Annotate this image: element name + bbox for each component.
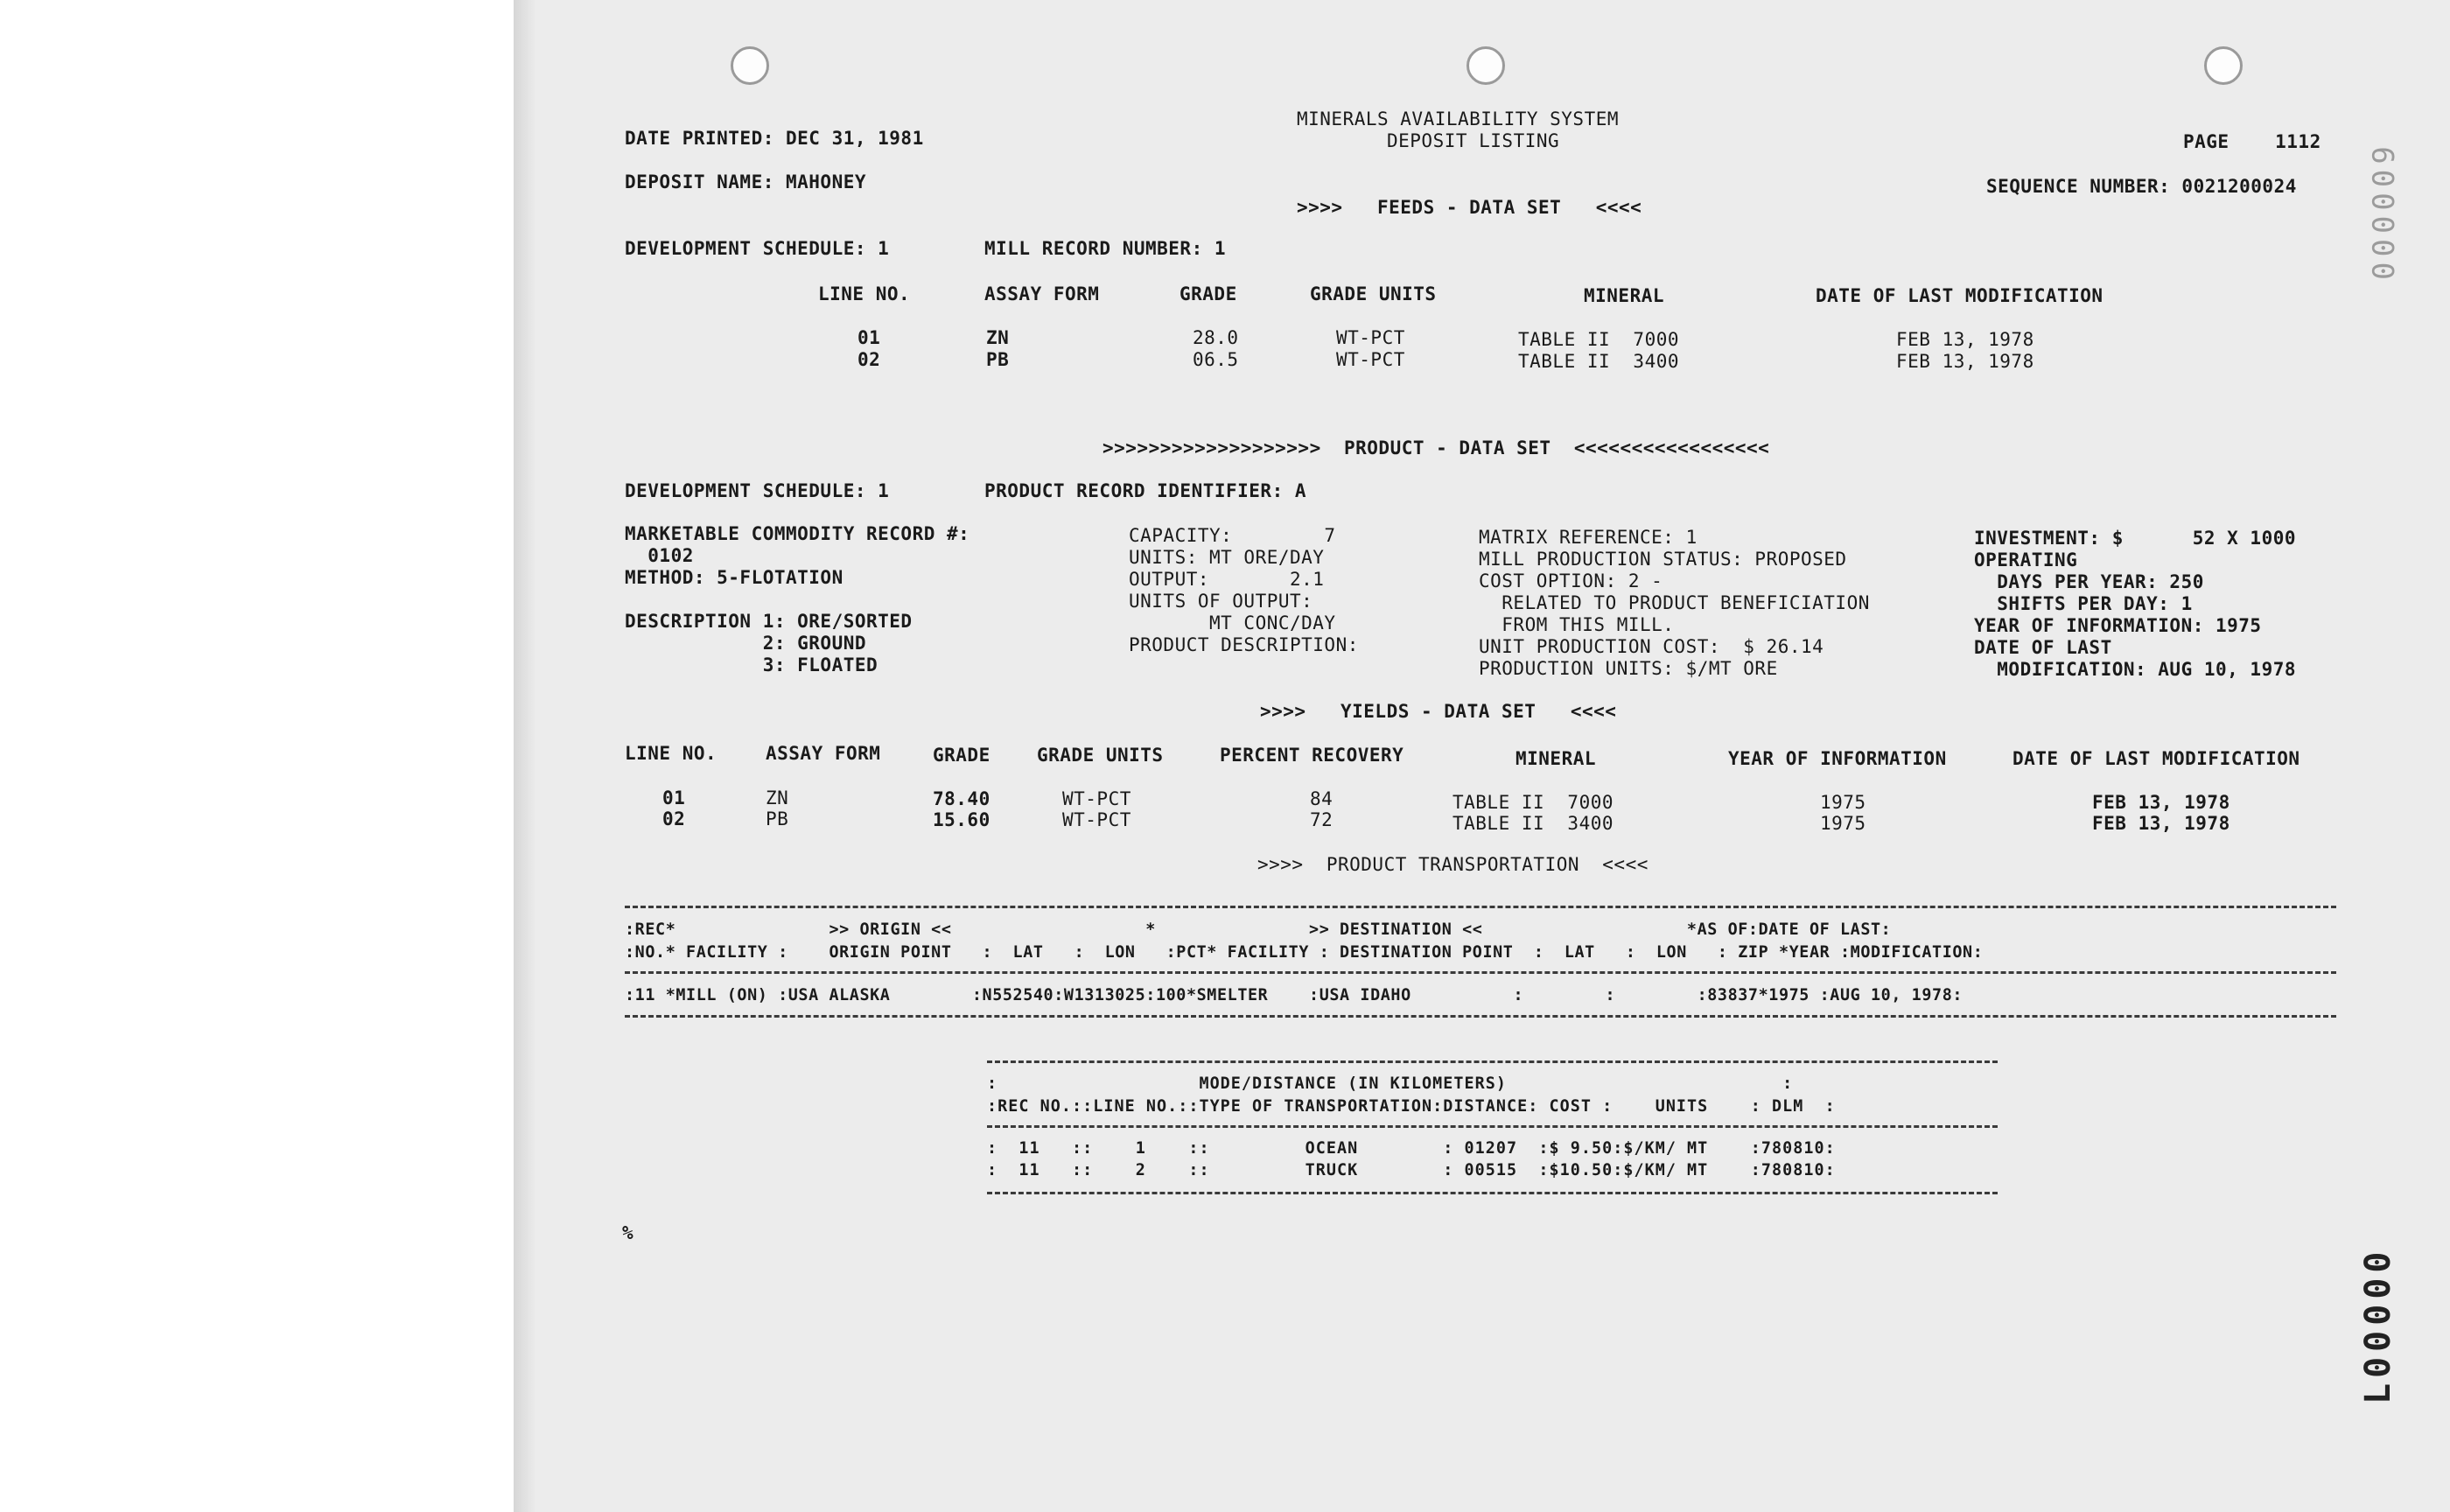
yields-cell-grade: 15.60 <box>933 809 990 830</box>
transport-header-line: :REC* >> ORIGIN << * >> DESTINATION << *AS OF:DATE OF LAST: <box>625 920 1892 939</box>
yields-header-grade: GRADE <box>933 745 990 766</box>
product-col3-line: COST OPTION: 2 - <box>1479 570 1663 592</box>
punch-hole-right <box>2204 46 2243 85</box>
percent-mark: % <box>622 1222 634 1243</box>
yields-header-date-mod: DATE OF LAST MODIFICATION <box>2012 748 2300 769</box>
feeds-cell-grade: 28.0 <box>1193 327 1239 348</box>
product-col4-line: MODIFICATION: AUG 10, 1978 <box>1974 659 2297 680</box>
yields-cell-assay-form: PB <box>766 808 789 830</box>
feeds-cell-mineral: TABLE II 7000 <box>1518 329 1680 350</box>
product-col1-line: 2: GROUND <box>625 633 867 654</box>
yields-cell-date-mod: FEB 13, 1978 <box>2092 792 2230 813</box>
feeds-cell-grade-units: WT-PCT <box>1336 349 1405 370</box>
product-col1-line: 0102 <box>625 545 694 566</box>
product-col2-line: UNITS OF OUTPUT: <box>1129 591 1313 612</box>
feeds-header-date-mod: DATE OF LAST MODIFICATION <box>1816 285 2104 306</box>
listing-title: DEPOSIT LISTING <box>1387 130 1560 151</box>
yields-cell-grade: 78.40 <box>933 788 990 809</box>
feeds-title: >>>> FEEDS - DATA SET <<<< <box>1297 197 1642 218</box>
transport-header-line: :NO.* FACILITY : ORIGIN POINT : LAT : LON :PCT* FACILITY : DESTINATION POINT : LAT : LON : ZIP *YEAR :MODIFICATION: <box>625 943 1984 962</box>
yields-header-mineral: MINERAL <box>1516 748 1597 769</box>
product-col2-line: CAPACITY: 7 <box>1129 525 1336 546</box>
feeds-cell-date-mod: FEB 13, 1978 <box>1896 351 2034 372</box>
product-col3-line: MATRIX REFERENCE: 1 <box>1479 527 1698 548</box>
yields-header-percent-recovery: PERCENT RECOVERY <box>1220 745 1404 766</box>
product-col3-line: MILL PRODUCTION STATUS: PROPOSED <box>1479 549 1847 570</box>
product-col2-line: UNITS: MT ORE/DAY <box>1129 547 1325 568</box>
yields-cell-grade-units: WT-PCT <box>1062 809 1131 830</box>
product-col1-line: MARKETABLE COMMODITY RECORD #: <box>625 523 970 544</box>
product-col3-line: UNIT PRODUCTION COST: $ 26.14 <box>1479 636 1824 657</box>
yields-cell-grade-units: WT-PCT <box>1062 788 1131 809</box>
yields-cell-assay-form: ZN <box>766 788 789 808</box>
mode-rule-mid <box>987 1125 1998 1128</box>
feeds-cell-grade: 06.5 <box>1193 349 1239 370</box>
mode-row-line: : 11 :: 1 :: OCEAN : 01207 :$ 9.50:$/KM/ MT :780810: <box>987 1139 1836 1158</box>
yields-cell-date-mod: FEB 13, 1978 <box>2092 813 2230 834</box>
yields-cell-percent-recovery: 84 <box>1310 788 1334 809</box>
product-col1-line: DESCRIPTION 1: ORE/SORTED <box>625 611 913 632</box>
product-dev-schedule: DEVELOPMENT SCHEDULE: 1 <box>625 480 890 501</box>
product-col2-line: PRODUCT DESCRIPTION: <box>1129 634 1359 655</box>
feeds-cell-date-mod: FEB 13, 1978 <box>1896 329 2034 350</box>
product-col3-line: PRODUCTION UNITS: $/MT ORE <box>1479 658 1778 679</box>
yields-header-year-info: YEAR OF INFORMATION <box>1728 748 1947 769</box>
feeds-header-line-no: LINE NO. <box>818 284 911 304</box>
product-col2-line: OUTPUT: 2.1 <box>1129 569 1325 590</box>
yields-cell-percent-recovery: 72 <box>1310 809 1334 830</box>
mode-row-line: : 11 :: 2 :: TRUCK : 00515 :$10.50:$/KM/ MT :780810: <box>987 1161 1836 1180</box>
yields-header-assay-form: ASSAY FORM <box>766 743 881 764</box>
mode-rule-bottom <box>987 1192 1998 1194</box>
product-col3-line: RELATED TO PRODUCT BENEFICIATION <box>1479 592 1870 613</box>
product-col4-line: DAYS PER YEAR: 250 <box>1974 571 2204 592</box>
punch-hole-left <box>731 46 769 85</box>
feeds-header-assay-form: ASSAY FORM <box>984 284 1100 304</box>
yields-cell-year-info: 1975 <box>1820 813 1866 834</box>
transport-rule-mid <box>625 971 2336 974</box>
feeds-cell-line-no: 01 <box>858 327 881 348</box>
feeds-cell-assay-form: PB <box>986 349 1010 370</box>
side-stamp-bottom: L00000 <box>2358 1246 2398 1404</box>
date-printed: DATE PRINTED: DEC 31, 1981 <box>625 128 924 149</box>
product-col1-line: METHOD: 5-FLOTATION <box>625 567 844 588</box>
feeds-header-grade: GRADE <box>1180 284 1237 304</box>
feeds-cell-grade-units: WT-PCT <box>1336 327 1405 348</box>
transport-rule-bottom <box>625 1015 2336 1018</box>
mode-header-line: :REC NO.::LINE NO.::TYPE OF TRANSPORTATION:DISTANCE: COST : UNITS : DLM : <box>987 1097 1836 1116</box>
product-col4-line: DATE OF LAST <box>1974 637 2112 658</box>
product-col4-line: OPERATING <box>1974 550 2078 570</box>
side-stamp-top: 000009 <box>2367 141 2402 280</box>
system-title: MINERALS AVAILABILITY SYSTEM <box>1297 108 1620 130</box>
feeds-cell-assay-form: ZN <box>986 327 1010 348</box>
deposit-name: DEPOSIT NAME: MAHONEY <box>625 172 867 192</box>
yields-cell-line-no: 02 <box>662 808 686 830</box>
punch-hole-center <box>1466 46 1505 85</box>
feeds-dev-schedule: DEVELOPMENT SCHEDULE: 1 <box>625 238 890 259</box>
page-left-edge <box>514 0 536 1512</box>
mode-rule-top <box>987 1060 1998 1063</box>
feeds-header-mineral: MINERAL <box>1584 285 1665 306</box>
product-col3-line: FROM THIS MILL. <box>1479 614 1675 635</box>
transport-row: :11 *MILL (ON) :USA ALASKA :N552540:W1313025:100*SMELTER :USA IDAHO : : :83837*1975 :AUG 10, 1978: <box>625 986 1964 1004</box>
product-record-identifier: PRODUCT RECORD IDENTIFIER: A <box>984 480 1307 501</box>
product-col4-line: YEAR OF INFORMATION: 1975 <box>1974 615 2262 636</box>
product-col2-line: MT CONC/DAY <box>1129 612 1336 634</box>
feeds-cell-mineral: TABLE II 3400 <box>1518 351 1680 372</box>
yields-cell-year-info: 1975 <box>1820 792 1866 813</box>
page-number: PAGE 1112 <box>2183 131 2321 152</box>
feeds-header-grade-units: GRADE UNITS <box>1310 284 1437 304</box>
feeds-mill-record: MILL RECORD NUMBER: 1 <box>984 238 1227 259</box>
feeds-cell-line-no: 02 <box>858 349 881 370</box>
yields-header-line-no: LINE NO. <box>625 743 718 764</box>
mode-title-line: : MODE/DISTANCE (IN KILOMETERS) : <box>987 1074 1794 1093</box>
yields-cell-mineral: TABLE II 3400 <box>1452 813 1614 834</box>
yields-title: >>>> YIELDS - DATA SET <<<< <box>1260 701 1617 722</box>
transport-title: >>>> PRODUCT TRANSPORTATION <<<< <box>1257 854 1648 875</box>
product-title: >>>>>>>>>>>>>>>>>>> PRODUCT - DATA SET <<<<<<<<<<<<<<<<< <box>1102 438 1770 458</box>
sequence-number: SEQUENCE NUMBER: 0021200024 <box>1986 176 2297 197</box>
transport-rule-top <box>625 906 2336 908</box>
product-col1-line: 3: FLOATED <box>625 654 878 676</box>
yields-cell-mineral: TABLE II 7000 <box>1452 792 1614 813</box>
product-col4-line: SHIFTS PER DAY: 1 <box>1974 593 2193 614</box>
yields-header-grade-units: GRADE UNITS <box>1037 745 1164 766</box>
product-col4-line: INVESTMENT: $ 52 X 1000 <box>1974 528 2297 549</box>
yields-cell-line-no: 01 <box>662 788 686 808</box>
